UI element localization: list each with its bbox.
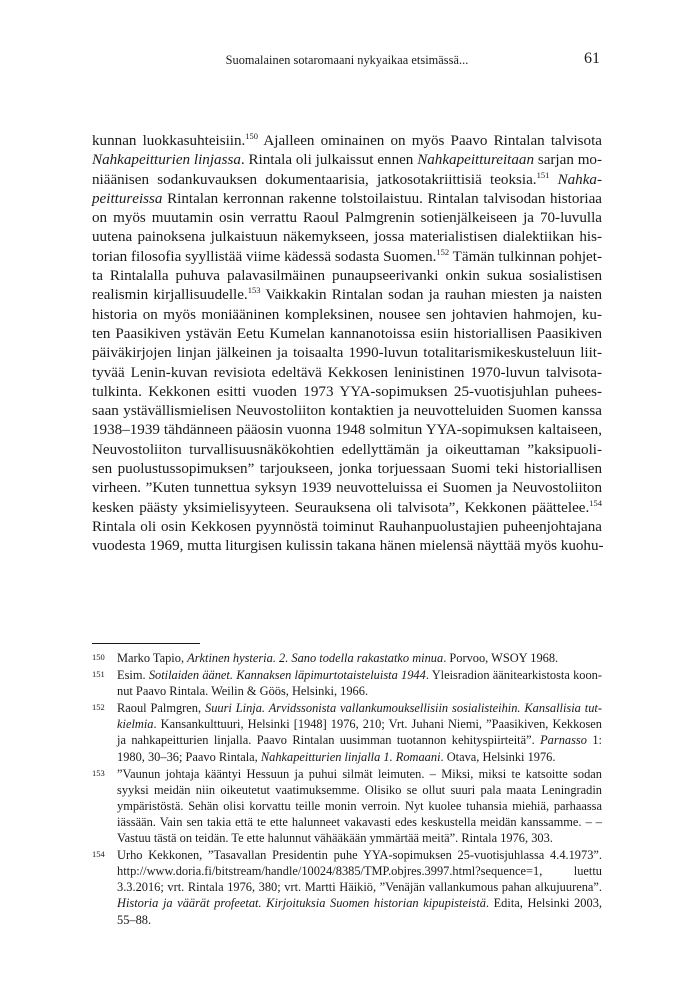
text-line [92,190,602,209]
text-line: tyvää Lenin-kuvan revisiota edeltävä Kekkosen leninistinen 1970-luvun talvisota- [92,364,602,381]
footnote-ref[interactable]: 153 [247,285,261,296]
text-segment: Rintalan kerronnan rakenne tolstoilaistuu. Rintalan talvisodan historiaa [162,190,602,207]
book-title: Sotilaiden äänet. Kannaksen läpimurtotaisteluista 1944 [148,668,426,683]
footnote-line: 3.3.2016; vrt. Rintala 1976, 380; vrt. Martti Häikiö, ”Venäjän vallankumous pahan alkujuurena”. [117,880,602,895]
text-segment: . Rintala oli julkaissut ennen [240,152,418,169]
book-title: Nahkapeitturien linjalla 1. Romaani [260,749,441,764]
footnote-ref[interactable]: 151 [536,169,550,180]
text-segment: Vaikkakin Rintalan sodan ja rauhan miesten ja naisten [260,287,602,304]
text-segment: realismin kirjallisuudelle. [92,287,248,304]
text-segment: torian filosofia syyllistää viime kädessä sodasta Suomen. [92,248,437,265]
text-line [92,499,602,518]
text-line [92,171,602,190]
text-line: päiväkirjojen linjan jälkeinen ja toisaalta 1990-luvun totalitarismikeskusteluun liit- [92,345,602,362]
footnote-divider [92,643,200,644]
footnotes [92,650,602,929]
footnote-ref[interactable]: 154 [589,497,602,508]
book-title: peitturеissa [92,190,163,207]
book-title: Nahka- [549,171,602,188]
text-line: vuodesta 1969, mutta liturgisen kulissin takana hänen mielensä näyttää myös kuohu- [92,538,604,555]
footnote-151 [92,667,602,699]
footnote-line: 55–88. [117,912,152,927]
footnote-line: syyksi meidän niin oikeutetut vaatimuksemme. Olisiko se ollut suuri pala maata Leningradin [117,782,602,797]
text-segment: Marko Tapio, [117,651,188,665]
text-line: saan ystävällismielisen Neuvostoliiton kontaktien ja neuvotteluiden Suomen kanssa [92,403,602,420]
text-segment: kesken päästy yksimielisyyteen. Seurauksena oli talvisota”, Kekkonen päättelee. [92,499,590,516]
footnote-line [117,895,602,911]
book-title: Historia ja väärät profeetat. Kirjoituksia Suomen historian kipupisteistä [117,896,486,911]
footnote-url-line[interactable]: http://www.doria.fi/bitstream/handle/10024/8385/TMP.objres.3997.html?sequence=1, luettu [117,864,602,879]
book-title: kielmia [117,717,154,732]
text-line: ten Paasikiven ystävän Eetu Kumelan kannanotoissa esiin historiallisen Paasikiven [92,325,602,342]
text-segment: Tämän tulkinnan pohjet- [449,248,602,265]
footnote-line [117,749,602,765]
footnote-152 [92,700,602,764]
text-segment: kunnan luokkasuhteisiin. [92,133,246,149]
footnote-line: Urho Kekkonen, ”Tasavallan Presidentin puhe YYA-sopimuksen 25-vuotisjuhlassa 4.4.1973”. [117,848,602,863]
book-title: Arktinen hysteria. 2. Sano todella rakastatko minua [187,651,444,665]
book-title: Nahkapeitturien linjassa [92,152,241,169]
footnote-ref[interactable]: 150 [245,131,259,141]
text-line: Neuvostoliiton turvallisuusnäkökohtien edellyttämän ja oikeuttaman ”kaksipuoli- [92,441,602,458]
footnote-ref[interactable]: 152 [436,246,450,257]
footnote-number: 150 [92,652,105,662]
text-line [92,248,602,267]
footnote-line: ”Vaunun johtaja kääntyi Hessuun ja puhui silmät leimuten. – Miksi, miksi te katsoitte sodan [117,766,602,781]
footnote-line: Vastuu tästä on teidän. Te ette halunnut vähääkään ymmärtää meitä”. Rintala 1976, 303. [117,831,553,846]
footnote-line: nut Paavo Rintala. Weilin & Göös, Helsinki, 1966. [117,684,369,699]
footnote-line [117,732,602,748]
text-line: ta Rintalalla puhuva palavasilmäinen punaupseerivanki onkin sukua sosialistisen [92,268,602,285]
footnote-line: iässään. Vain sen takia että te ette halunneet vakavasti edes keskustella meidän kanssamme. – – [117,814,602,829]
text-segment: sarjan mo- [534,152,603,169]
footnote-153 [92,766,602,846]
text-line: virheen. ”Kuten tunnettua syksyn 1939 neuvotteluissa ei Suomen ja Neuvostoliiton [92,480,602,497]
text-segment: . Edita, Helsinki 2003, [485,896,602,911]
text-line: on myös muutamin osin verrattu Raoul Palmgrenin sotienjälkeiseen ja 70-luvulla [92,210,602,227]
text-line: 1938–1939 tähdänneen pääosin vuonna 1948 solmitun YYA-sopimuksen kaltaiseen, [92,422,602,439]
footnote-line: ympäristöstä. Sehän olisi korvattu teille monin verroin. Nyt kuolee tuhansia miehiä, parhaassa [117,798,602,813]
text-segment: . Otava, Helsinki 1976. [440,749,556,764]
text-line: sen puolustussopimuksen” tarjoukseen, jonka torjuessaan Suomi teki historiallisen [92,461,602,478]
text-segment: Raoul Palmgren, [117,701,205,716]
text-line: Rintala oli osin Kekkosen pyynnöstä toiminut Rauhanpuolustajien puheenjohtajana [92,518,602,535]
footnote-number: 152 [92,702,105,713]
footnote-line [117,716,602,732]
footnote-number: 151 [92,669,105,680]
text-line [92,132,602,151]
text-line: tulkinta. Kekkonen esitti vuoden 1973 YYA-sopimuksen 25-vuotisjuhlan puhees- [92,383,602,400]
page-number: 61 [584,50,600,67]
text-line: historia on myös moniääninen kompleksinen, nousee sen johtavien hahmojen, ku- [92,306,602,323]
text-segment: . Porvoo, WSOY 1968. [443,651,559,665]
text-segment: Ajalleen ominainen on myös Paavo Rintalan talvisota [258,133,602,149]
footnote-line [117,650,602,666]
text-segment: ja nahkapeitturien linjalla. Paavo Rintalan uusimman tuotannon kehityspiirteitä”. [117,733,541,748]
text-segment: . Yleisradion äänitearkistosta koon- [425,668,603,683]
text-line: uutena painoksena julkaistuun näkemykseen, jossa materialistisen dialektiikan his- [92,229,602,246]
book-title: Suuri Linja. Arvidssonista vallankumouksellisiin sosialisteihin. Kansallisia tut- [205,701,602,716]
footnote-line [117,700,602,716]
footnote-line [117,667,602,683]
footnote-154 [92,847,602,927]
text-segment: niäänisen sodankuvauksen dokumentaarisia, jatkosotakriittisiä teoksia. [92,171,537,188]
footnote-150 [92,650,602,666]
book-title: Nahkapeittureitaan [417,152,535,169]
text-segment: . Kansankulttuuri, Helsinki [1948] 1976, 210; Vrt. Juhani Niemi, ”Paasikiven, Kekkosen [153,717,602,732]
journal-title: Parnasso [540,733,587,748]
footnote-number: 153 [92,767,105,778]
body-paragraph [92,132,602,557]
footnote-number: 154 [92,849,105,860]
text-segment: 1980, 30–36; Paavo Rintala, [117,749,261,764]
running-title: Suomalainen sotaromaani nykyaikaa etsimässä... [225,53,469,67]
text-line [92,151,602,170]
text-segment: 1: [586,733,602,748]
text-line [92,286,602,305]
running-header [92,50,602,72]
text-segment: Esim. [117,668,149,683]
